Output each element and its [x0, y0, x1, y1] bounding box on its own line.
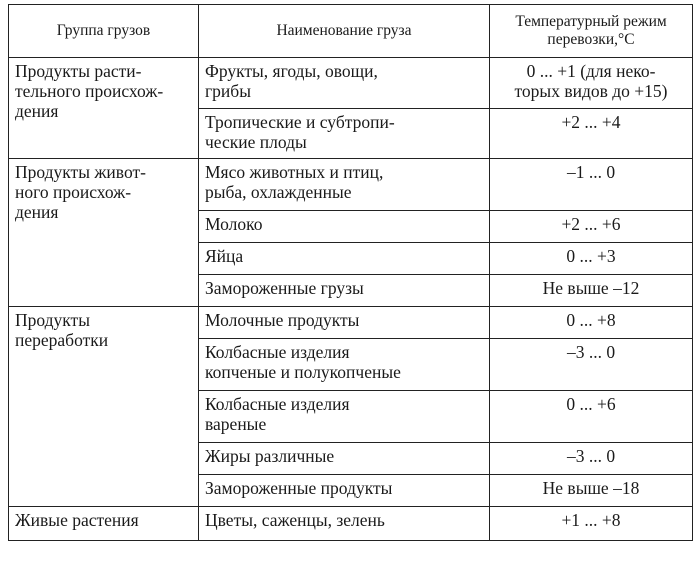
temperature-cell: +2 ... +4 [490, 109, 693, 159]
cargo-name-cell: Колбасные изделия вареные [199, 391, 490, 443]
group-cell: Продукты живот- ного происхож- дения [9, 159, 199, 307]
cargo-name-cell: Замороженные грузы [199, 275, 490, 307]
cargo-temperature-table [8, 4, 693, 541]
cargo-name-cell: Колбасные изделия копченые и полукопченые [199, 339, 490, 391]
temperature-cell: +2 ... +6 [490, 211, 693, 243]
temperature-cell: –3 ... 0 [490, 443, 693, 475]
cargo-name-cell: Молочные продукты [199, 307, 490, 339]
header-group: Группа грузов [9, 5, 199, 58]
table-row [9, 159, 693, 211]
cargo-name-cell: Жиры различные [199, 443, 490, 475]
temperature-cell: 0 ... +8 [490, 307, 693, 339]
group-cell: Продукты расти- тельного происхож- дения [9, 58, 199, 159]
header-row [9, 5, 693, 58]
temperature-cell: –3 ... 0 [490, 339, 693, 391]
cargo-name-cell: Мясо животных и птиц, рыба, охлажденные [199, 159, 490, 211]
cargo-name-cell: Фрукты, ягоды, овощи, грибы [199, 58, 490, 109]
cargo-name-cell: Тропические и субтропи- ческие плоды [199, 109, 490, 159]
cargo-name-cell: Цветы, саженцы, зелень [199, 507, 490, 541]
temperature-cell: Не выше –12 [490, 275, 693, 307]
group-cell: Продукты переработки [9, 307, 199, 507]
temperature-cell: +1 ... +8 [490, 507, 693, 541]
temperature-cell: –1 ... 0 [490, 159, 693, 211]
cargo-name-cell: Яйца [199, 243, 490, 275]
temperature-cell: 0 ... +6 [490, 391, 693, 443]
table-row [9, 507, 693, 541]
header-temp: Температурный режим перевозки,°С [490, 5, 693, 58]
temperature-cell: 0 ... +3 [490, 243, 693, 275]
header-name: Наименование груза [199, 5, 490, 58]
temperature-cell: Не выше –18 [490, 475, 693, 507]
table-row [9, 58, 693, 109]
temperature-cell: 0 ... +1 (для неко- торых видов до +15) [490, 58, 693, 109]
cargo-name-cell: Замороженные продукты [199, 475, 490, 507]
table-row [9, 307, 693, 339]
group-cell: Живые растения [9, 507, 199, 541]
cargo-name-cell: Молоко [199, 211, 490, 243]
